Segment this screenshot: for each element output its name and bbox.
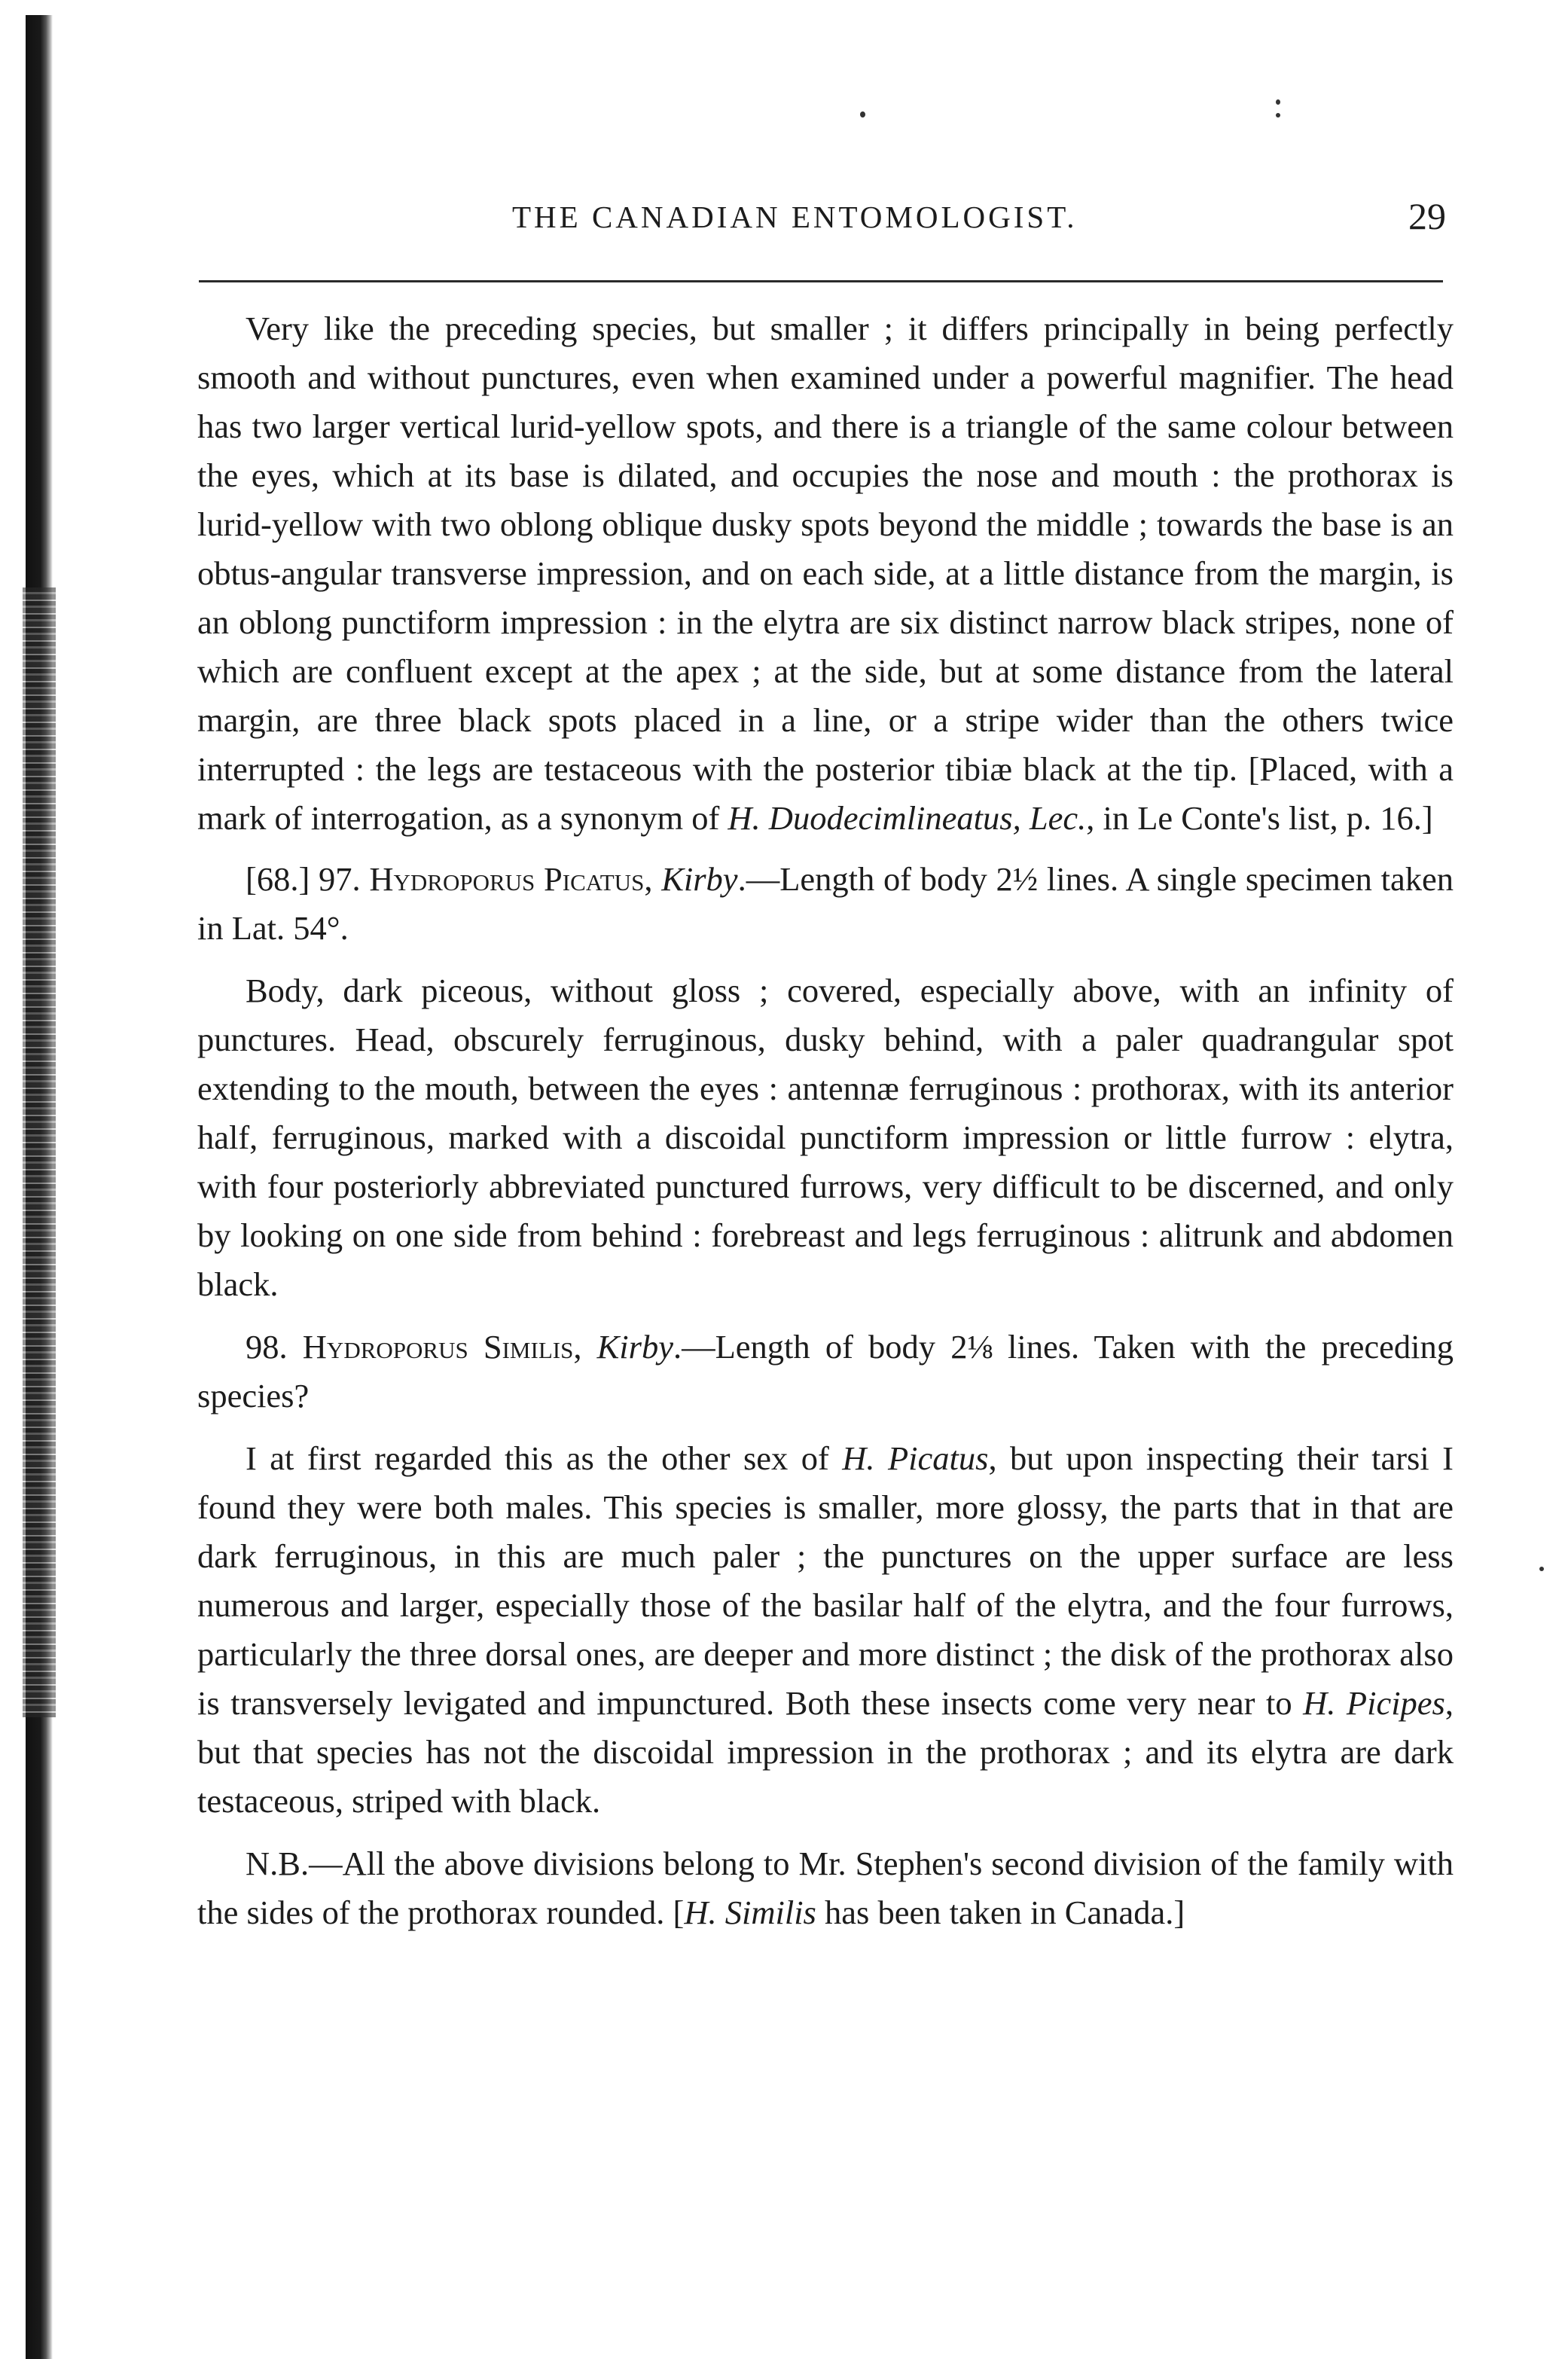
paragraph-nota-bene (197, 1839, 1454, 1937)
body-text (197, 304, 1454, 1951)
text-run: , (573, 1328, 597, 1366)
running-title: THE CANADIAN ENTOMOLOGIST. (512, 200, 1078, 234)
italic-species-name: H. Similis (684, 1894, 816, 1931)
text-run: , but upon inspecting their tarsi I found they were both males. This species is smaller, more glossy, the parts that in that are dark ferruginous, in this are much paler ; the punctures on the upper surface are less numerous and larger, especially those of the basilar half of the elytra, and the four furrows, particularly the three dorsal ones, are deeper and more distinct ; the disk of the prothorax also is transversely levigated and impunctured. Both these insects come very near to (197, 1439, 1454, 1722)
header-rule (199, 280, 1443, 282)
ink-speck (1276, 99, 1280, 105)
paragraph-species-description (197, 304, 1454, 843)
italic-species-name: H. Picipes (1303, 1684, 1445, 1722)
book-spine-texture (23, 587, 56, 1717)
text-run: has been taken in Canada.] (816, 1894, 1185, 1931)
paragraph-picatus-description (197, 966, 1454, 1309)
species-name: Hydroporus Similis (302, 1328, 574, 1366)
text-run: , but that species has not the discoidal impression in the prothorax ; and its elytra are dark testaceous, striped with black. (197, 1684, 1454, 1820)
author-name: Kirby (596, 1328, 673, 1366)
text-run: Body, dark piceous, without gloss ; covered, especially above, with an infinity of punctures. Head, obscurely ferruginous, dusky behind, with a paler quadrangular spot extending to the mouth, between the eyes : antennæ ferruginous : prothorax, with its anterior half, ferruginous, marked with a discoidal punctiform impression or little furrow : elytra, with four posteriorly abbreviated punctured furrows, very difficult to be discerned, and only by looking on one side from behind : forebreast and legs ferruginous : alitrunk and abdomen black. (197, 972, 1454, 1303)
paragraph-similis-description (197, 1434, 1454, 1826)
text-run: , (644, 860, 662, 898)
text-run: .—Length of body 2⅛ lines. Taken with the preceding species? (197, 1328, 1454, 1414)
text-run: I at first regarded this as the other sex of (246, 1439, 843, 1477)
paragraph-hydroporus-picatus-entry (197, 855, 1454, 953)
text-run: , in Le Conte's list, p. 16.] (1086, 799, 1433, 837)
ink-speck (860, 111, 865, 117)
text-run: [68.] 97. (246, 860, 370, 898)
text-run: N.B.—All the above divisions belong to Mr. Stephen's second division of the family with the sides of the prothorax rounded. [ (197, 1845, 1454, 1931)
species-name: Hydroporus Picatus (369, 860, 645, 898)
author-name: Kirby (661, 860, 738, 898)
text-run: Very like the preceding species, but smaller ; it differs principally in being perfectly smooth and without punctures, even when examined under a powerful magnifier. The head has two larger vertical lurid-yellow spots, and there is a triangle of the same colour between the eyes, which at its base is dilated, and occupies the nose and mouth : the prothorax is lurid-yellow with two oblong oblique dusky spots beyond the middle ; towards the base is an obtus-angular transverse impression, and on each side, at a little distance from the margin, is an oblong punctiform impression : in the elytra are six distinct narrow black stripes, none of which are confluent except at the apex ; at the side, but at some distance from the lateral margin, are three black spots placed in a line, or a stripe wider than the others twice interrupted : the legs are testaceous with the posterior tibiæ black at the tip. [Placed, with a mark of interrogation, as a synonym of (197, 310, 1454, 837)
page-number: 29 (1408, 195, 1446, 237)
paragraph-hydroporus-similis-entry (197, 1323, 1454, 1421)
ink-speck (1539, 1567, 1544, 1571)
italic-species-name: H. Duodecimlineatus, Lec. (728, 799, 1087, 837)
ink-speck (1276, 113, 1280, 117)
page-header (196, 194, 1446, 247)
italic-species-name: H. Picatus (842, 1439, 989, 1477)
text-run: .—Length of body 2½ lines. A single specimen taken in Lat. 54°. (197, 860, 1454, 947)
text-run: 98. (246, 1328, 303, 1366)
